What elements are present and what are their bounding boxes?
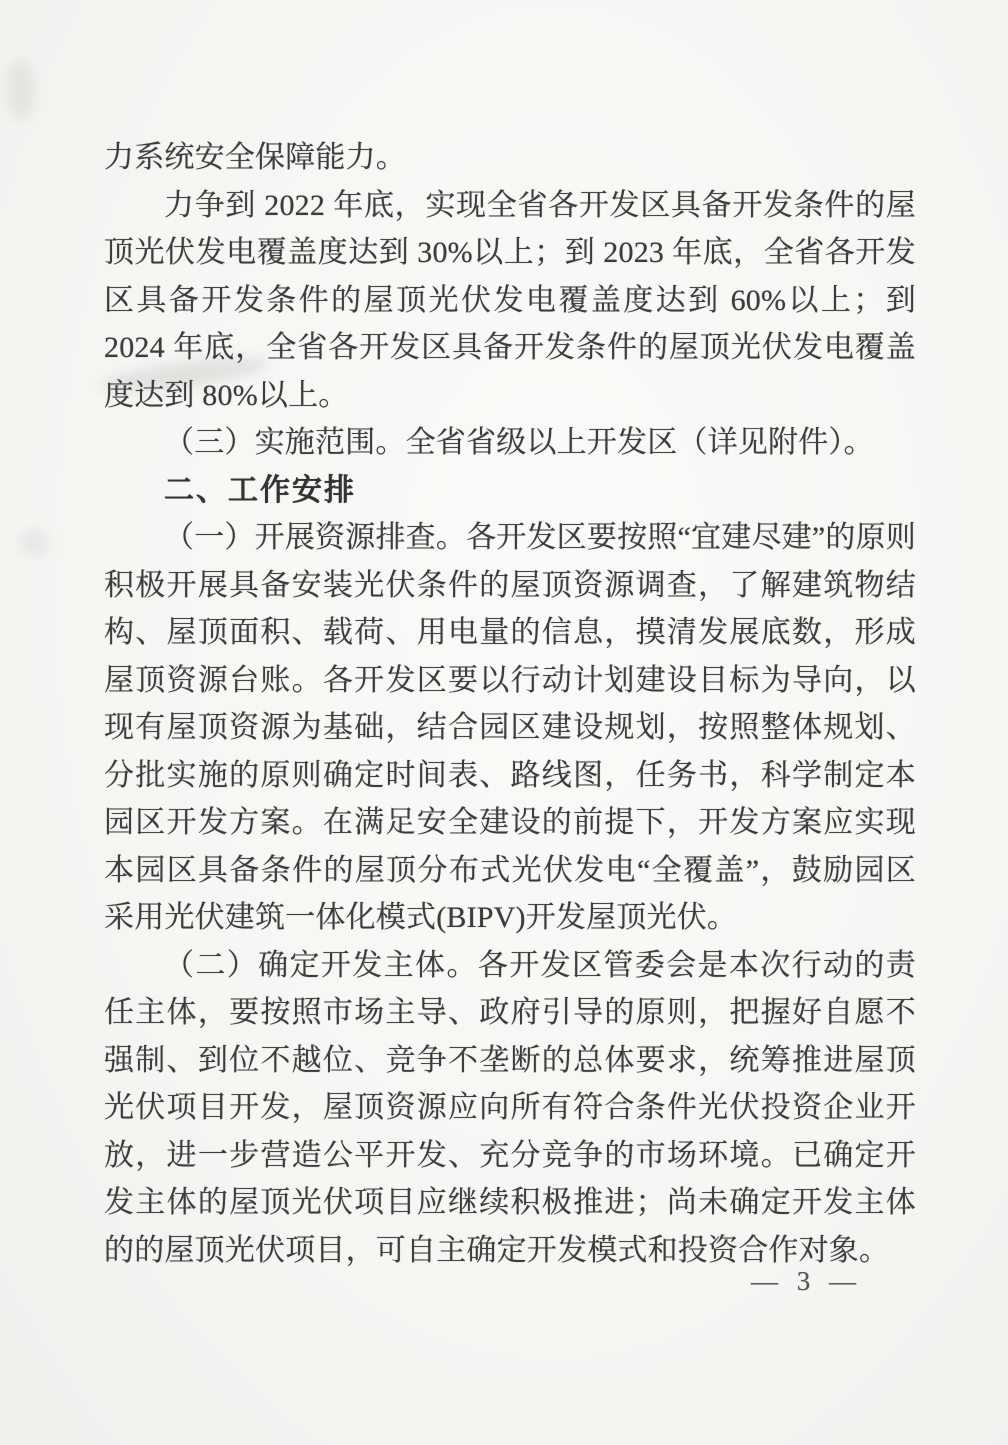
paragraph-text: 力争到 2022 年底，实现全省各开发区具备开发条件的屋顶光伏发电覆盖度达到 30%以上；到 2023 年底，全省各开发区具备开发条件的屋顶光伏发电覆盖度达到 60%以上；到 2024 年底，全省各开发区具备开发条件的屋顶光伏发电覆盖度达到 80%以上。 bbox=[104, 188, 916, 412]
paragraph-scope bbox=[104, 419, 916, 467]
page-number: — 3 — bbox=[751, 1266, 862, 1296]
paragraph-lead: （三）实施范围。 bbox=[164, 426, 406, 459]
paragraph-text: 力系统安全保障能力。 bbox=[104, 141, 406, 174]
scan-smudge bbox=[20, 530, 50, 556]
paragraph-text: 各开发区管委会是本次行动的责任主体，要按照市场主导、政府引导的原则，把握好自愿不强制、到位不越位、竞争不垄断的总体要求，统筹推进屋顶光伏项目开发，屋顶资源应向所有符合条件光伏投资企业开放，进一步营造公平开发、充分竞争的市场环境。已确定开发主体的屋顶光伏项目应继续积极推进；尚未确定开发主体的的屋顶光伏项目，可自主确定开发模式和投资合作对象。 bbox=[104, 948, 916, 1267]
scan-smudge bbox=[8, 60, 34, 120]
document-body bbox=[104, 134, 916, 1274]
paragraph-continuation bbox=[104, 134, 916, 182]
paragraph-development-entity bbox=[104, 942, 916, 1275]
paragraph-targets bbox=[104, 182, 916, 420]
paragraph-text: 全省省级以上开发区（详见附件）。 bbox=[405, 426, 874, 459]
paragraph-text: 各开发区要按照“宜建尽建”的原则积极开展具备安装光伏条件的屋顶资源调查，了解建筑物结构、屋顶面积、载荷、用电量的信息，摸清发展底数，形成屋顶资源台账。各开发区要以行动计划建设目标为导向，以现有屋顶资源为基础，结合园区建设规划，按照整体规划、分批实施的原则确定时间表、路线图，任务书，科学制定本园区开发方案。在满足安全建设的前提下，开发方案应实现本园区具备条件的屋顶分布式光伏发电“全覆盖”，鼓励园区采用光伏建筑一体化模式(BIPV)开发屋顶光伏。 bbox=[104, 521, 916, 934]
section-heading-text: 二、工作安排 bbox=[164, 473, 356, 507]
paragraph-lead: （一）开展资源排查。 bbox=[164, 521, 467, 554]
section-heading-work-arrangement bbox=[104, 467, 916, 515]
paragraph-resource-survey bbox=[104, 514, 916, 942]
paragraph-lead: （二）确定开发主体。 bbox=[164, 948, 478, 982]
